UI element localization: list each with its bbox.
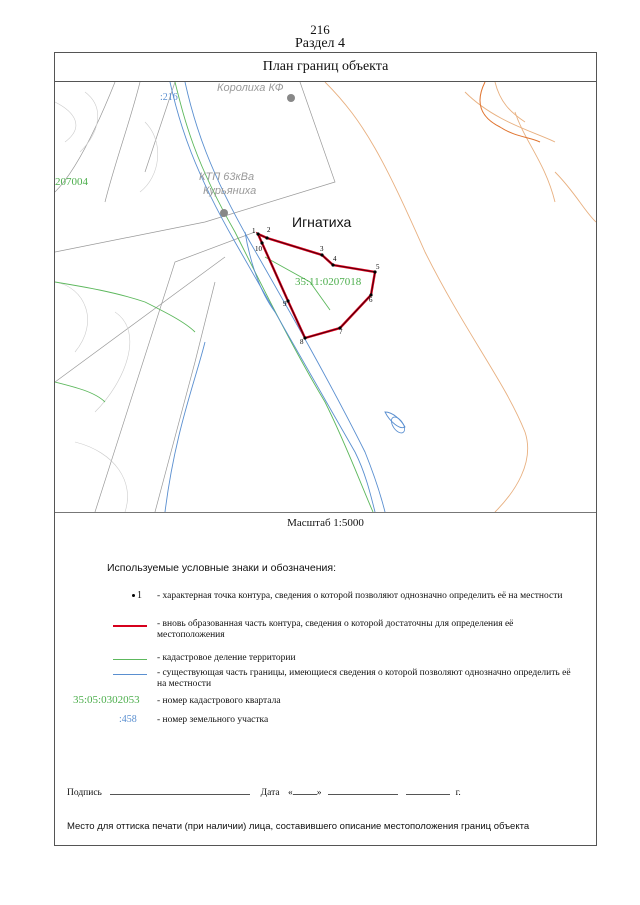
legend-point-number: 1 — [137, 590, 142, 601]
plan-title: План границ объекта — [55, 53, 596, 82]
date-month-field[interactable] — [328, 785, 398, 795]
legend-quarter-sample: 35:05:0302053 — [73, 694, 140, 706]
legend-item-parcel: - номер земельного участка — [157, 715, 269, 725]
pond — [389, 415, 408, 435]
point-label-9: 9 — [283, 300, 287, 308]
point-dot-icon — [132, 594, 135, 597]
legend-blue-line-icon — [113, 674, 147, 675]
point-1 — [256, 232, 259, 235]
map-area — [55, 82, 596, 513]
point-label-1: 1 — [252, 227, 256, 235]
point-9 — [286, 299, 289, 302]
point-label-2: 2 — [267, 226, 271, 234]
legend-green-line-icon — [113, 659, 147, 660]
point-8 — [303, 336, 306, 339]
landmark-dot-koroliha — [287, 94, 295, 102]
legend-title: Используемые условные знаки и обозначения: — [107, 562, 337, 574]
date-quote-open: « — [287, 788, 293, 798]
section-title: Раздел 4 — [294, 36, 346, 51]
signature-label: Подпись — [67, 788, 102, 798]
landmark-dot-ktp — [220, 209, 228, 217]
quarter-label-left: 207004 — [55, 176, 88, 188]
place-label-kuryaniha: Курьяниха — [203, 185, 257, 197]
parcel-label-216: :216 — [160, 92, 178, 103]
scale-text: Масштаб 1:5000 — [287, 517, 364, 529]
point-label-5: 5 — [376, 263, 380, 271]
stamp-text: Место для оттиска печати (при наличии) лица, составившего описание местоположения границ объекта — [67, 821, 530, 832]
orange-lines — [325, 82, 596, 512]
legend-point-symbol — [132, 590, 142, 601]
legend-item-point: - характерная точка контура, сведения о которой позволяют однозначно определить её на местности — [157, 591, 563, 601]
page-number: 216 — [310, 22, 330, 37]
map-drawing — [55, 82, 596, 512]
point-label-8: 8 — [300, 338, 304, 346]
date-year-field[interactable] — [406, 785, 450, 795]
date-label: Дата — [260, 788, 280, 798]
legend-red-line-icon — [113, 625, 147, 627]
background-texture — [55, 92, 158, 512]
grey-contours — [55, 82, 335, 512]
legend-item-new-boundary: - вновь образованная часть контура, сведения о которой достаточны для определения её местоположения — [157, 619, 514, 640]
plan-frame — [54, 52, 597, 846]
legend-item-existing-boundary: - существующая часть границы, имеющиеся сведения о которой позволяют однозначно определить её на местности — [157, 668, 571, 689]
point-label-4: 4 — [333, 255, 337, 263]
legend-item-quarter: - номер кадастрового квартала — [157, 696, 281, 706]
point-label-6: 6 — [369, 296, 373, 304]
signature-row — [67, 785, 587, 798]
point-label-10: 10 — [255, 245, 262, 253]
point-2 — [265, 236, 268, 239]
orange-river — [480, 82, 540, 142]
point-label-3: 3 — [320, 245, 324, 253]
place-label-ktp: КТП 63кВа — [199, 171, 255, 183]
legend-item-cadastral: - кадастровое деление территории — [157, 653, 296, 663]
year-suffix: г. — [455, 788, 461, 798]
point-4 — [331, 263, 334, 266]
cadastral-division-lines — [55, 82, 373, 512]
signature-field[interactable] — [110, 785, 250, 795]
point-3 — [320, 253, 323, 256]
quarter-label-center: 35:11:0207018 — [295, 276, 362, 288]
date-quote-close: » — [316, 788, 322, 798]
place-label-koroliha: Королиха КФ — [217, 82, 284, 94]
legend-parcel-sample: :458 — [119, 714, 137, 725]
point-label-7: 7 — [339, 328, 343, 336]
date-day-field[interactable] — [293, 785, 317, 795]
place-label-ignatiha: Игнатиха — [292, 214, 352, 230]
